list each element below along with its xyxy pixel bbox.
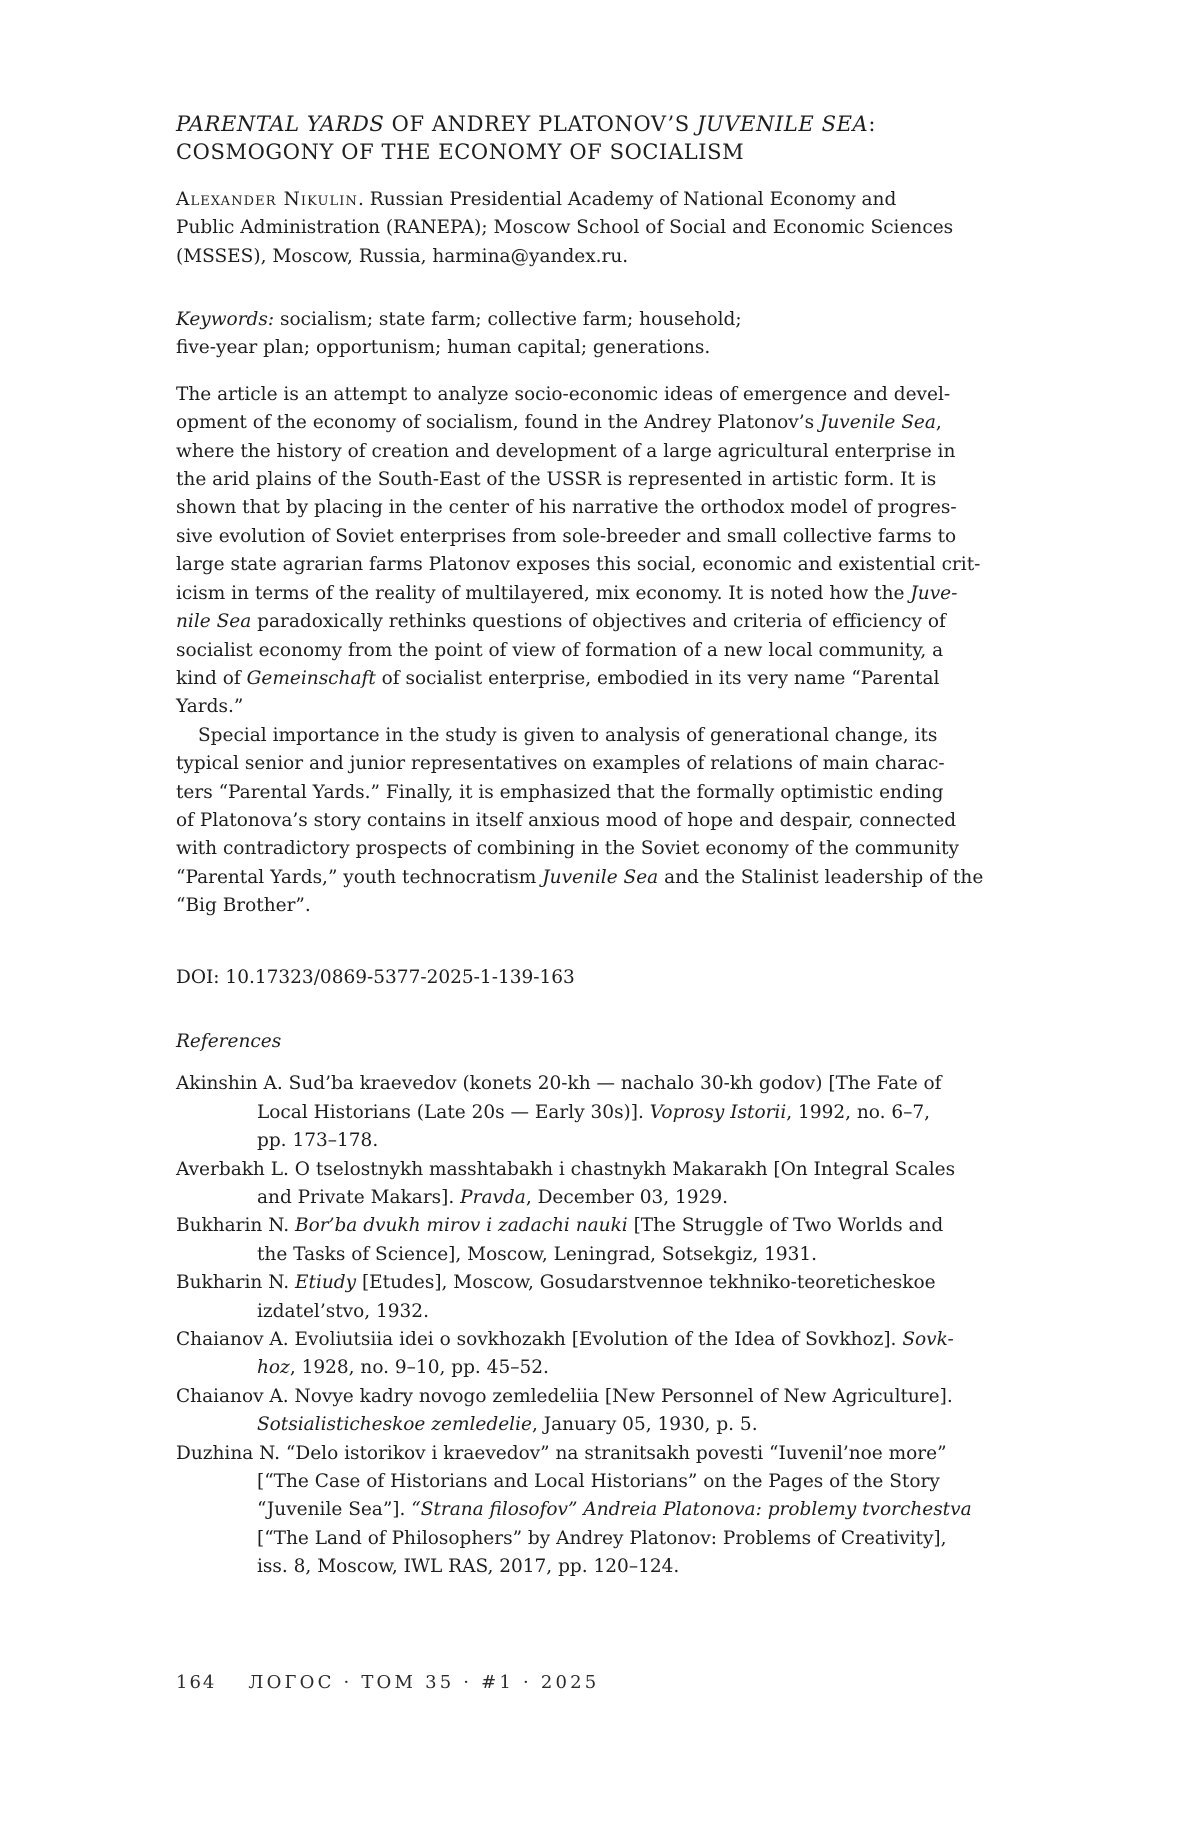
keywords <box>176 306 1021 363</box>
keywords-line: five-year plan; opportunism; human capital; generations. <box>176 337 711 359</box>
abstract-line: sive evolution of Soviet enterprises from sole-breeder and small collective farms to <box>176 525 957 547</box>
reference-line: Averbakh L. O tselostnykh masshtabakh i chastnykh Makarakh [On Integral Scales <box>176 1158 956 1180</box>
abstract-line: Yards.” <box>176 696 244 718</box>
reference-line: Bukharin N. Etiudy [Etudes], Moscow, Gosudarstvennoe tekhniko-teoreticheskoe <box>176 1272 936 1294</box>
abstract-line: where the history of creation and development of a large agricultural enterprise in <box>176 440 956 462</box>
reference-item <box>176 1156 1021 1213</box>
references-heading: References <box>176 1030 282 1052</box>
page-footer <box>176 1672 599 1693</box>
reference-item <box>176 1070 1021 1155</box>
author-affiliation-line: Alexander Nikulin. Russian Presidential Academy of National Economy and <box>176 188 897 210</box>
reference-line: and Private Makars]. Pravda, December 03, 1929. <box>257 1187 728 1208</box>
reference-line: the Tasks of Science], Moscow, Leningrad, Sotsekgiz, 1931. <box>257 1243 818 1265</box>
abstract-paragraph-1 <box>176 381 1021 722</box>
reference-line: Sotsialisticheskoe zemledelie, January 05, 1930, p. 5. <box>257 1414 758 1436</box>
abstract-line: opment of the economy of socialism, found in the Andrey Platonov’s Juvenile Sea, <box>176 412 942 434</box>
doi: DOI: 10.17323/0869-5377-2025-1-139-163 <box>176 966 575 988</box>
abstract <box>176 381 1021 921</box>
abstract-line: the arid plains of the South-East of the USSR is represented in artistic form. It is <box>176 469 937 491</box>
reference-line: Bukharin N. Bor’ba dvukh mirov i zadachi nauki [The Struggle of Two Worlds and <box>176 1215 944 1237</box>
abstract-paragraph-2 <box>176 722 1021 921</box>
reference-line: Chaianov A. Novye kadry novogo zemledeliia [New Personnel of New Agriculture]. <box>176 1385 953 1407</box>
author-affiliation-line: (MSSES), Moscow, Russia, harmina@yandex.ru. <box>176 245 629 267</box>
abstract-line: large state agrarian farms Platonov exposes this social, economic and existential crit- <box>176 554 981 576</box>
abstract-line: kind of Gemeinschaft of socialist enterprise, embodied in its very name “Parental <box>176 667 940 689</box>
author-affiliation-line: Public Administration (RANEPA); Moscow School of Social and Economic Sciences <box>176 217 954 239</box>
abstract-line: ters “Parental Yards.” Finally, it is emphasized that the formally optimistic ending <box>176 781 944 803</box>
references-list <box>176 1070 1021 1581</box>
abstract-line: of Platonova’s story contains in itself anxious mood of hope and despair, connected <box>176 809 957 831</box>
reference-item <box>176 1440 1021 1582</box>
article-title-line: PARENTAL YARDS OF ANDREY PLATONOV’S JUVENILE SEA: <box>176 112 876 136</box>
abstract-line: icism in terms of the reality of multilayered, mix economy. It is noted how the Juve- <box>176 582 958 604</box>
reference-line: Chaianov A. Evoliutsiia idei o sovkhozakh [Evolution of the Idea of Sovkhoz]. Sovk- <box>176 1329 954 1351</box>
abstract-line: shown that by placing in the center of his narrative the orthodox model of progres- <box>176 497 957 519</box>
abstract-line: Special importance in the study is given to analysis of generational change, its <box>198 724 938 746</box>
reference-item <box>176 1383 1021 1440</box>
reference-line: hoz, 1928, no. 9–10, pp. 45–52. <box>257 1357 549 1379</box>
article-title-line: COSMOGONY OF THE ECONOMY OF SOCIALISM <box>176 140 745 165</box>
abstract-line: nile Sea paradoxically rethinks questions of objectives and criteria of efficiency of <box>176 611 946 633</box>
keywords-line: Keywords: socialism; state farm; collective farm; household; <box>176 309 742 331</box>
reference-line: Akinshin A. Sud’ba kraevedov (konets 20-kh — nachalo 30-kh godov) [The Fate of <box>176 1073 942 1095</box>
reference-item <box>176 1269 1021 1326</box>
reference-line: izdatel’stvo, 1932. <box>257 1300 429 1322</box>
author-affiliation <box>176 186 1021 271</box>
reference-line: pp. 173–178. <box>257 1130 379 1152</box>
reference-line: Duzhina N. “Delo istorikov i kraevedov” na stranitsakh povesti “Iuvenil’noe more” <box>176 1442 947 1464</box>
reference-line: [“The Case of Historians and Local Historians” on the Pages of the Story <box>257 1471 940 1493</box>
reference-item <box>176 1326 1021 1383</box>
article-title <box>176 110 1021 167</box>
reference-line: Local Historians (Late 20s — Early 30s)]. Voprosy Istorii, 1992, no. 6–7, <box>257 1101 931 1123</box>
page-content <box>176 0 1021 1582</box>
journal-volume-line: ЛОГОС · ТОМ 35 · #1 · 2025 <box>248 1672 600 1693</box>
reference-line: “Juvenile Sea”]. “Strana filosofov” Andreia Platonova: problemy tvorchestva <box>257 1499 972 1521</box>
reference-item <box>176 1212 1021 1269</box>
abstract-line: socialist economy from the point of view of formation of a new local community, a <box>176 639 944 661</box>
abstract-line: with contradictory prospects of combining in the Soviet economy of the community <box>176 838 959 860</box>
abstract-line: The article is an attempt to analyze socio-economic ideas of emergence and devel- <box>176 383 951 405</box>
page-number: 164 <box>176 1672 217 1693</box>
reference-line: iss. 8, Moscow, IWL RAS, 2017, pp. 120–124. <box>257 1556 680 1578</box>
abstract-line: “Parental Yards,” youth technocratism Juvenile Sea and the Stalinist leadership of the <box>176 866 984 888</box>
abstract-line: “Big Brother”. <box>176 895 311 917</box>
reference-line: [“The Land of Philosophers” by Andrey Platonov: Problems of Creativity], <box>257 1527 947 1549</box>
abstract-line: typical senior and junior representatives on examples of relations of main charac- <box>176 753 945 775</box>
